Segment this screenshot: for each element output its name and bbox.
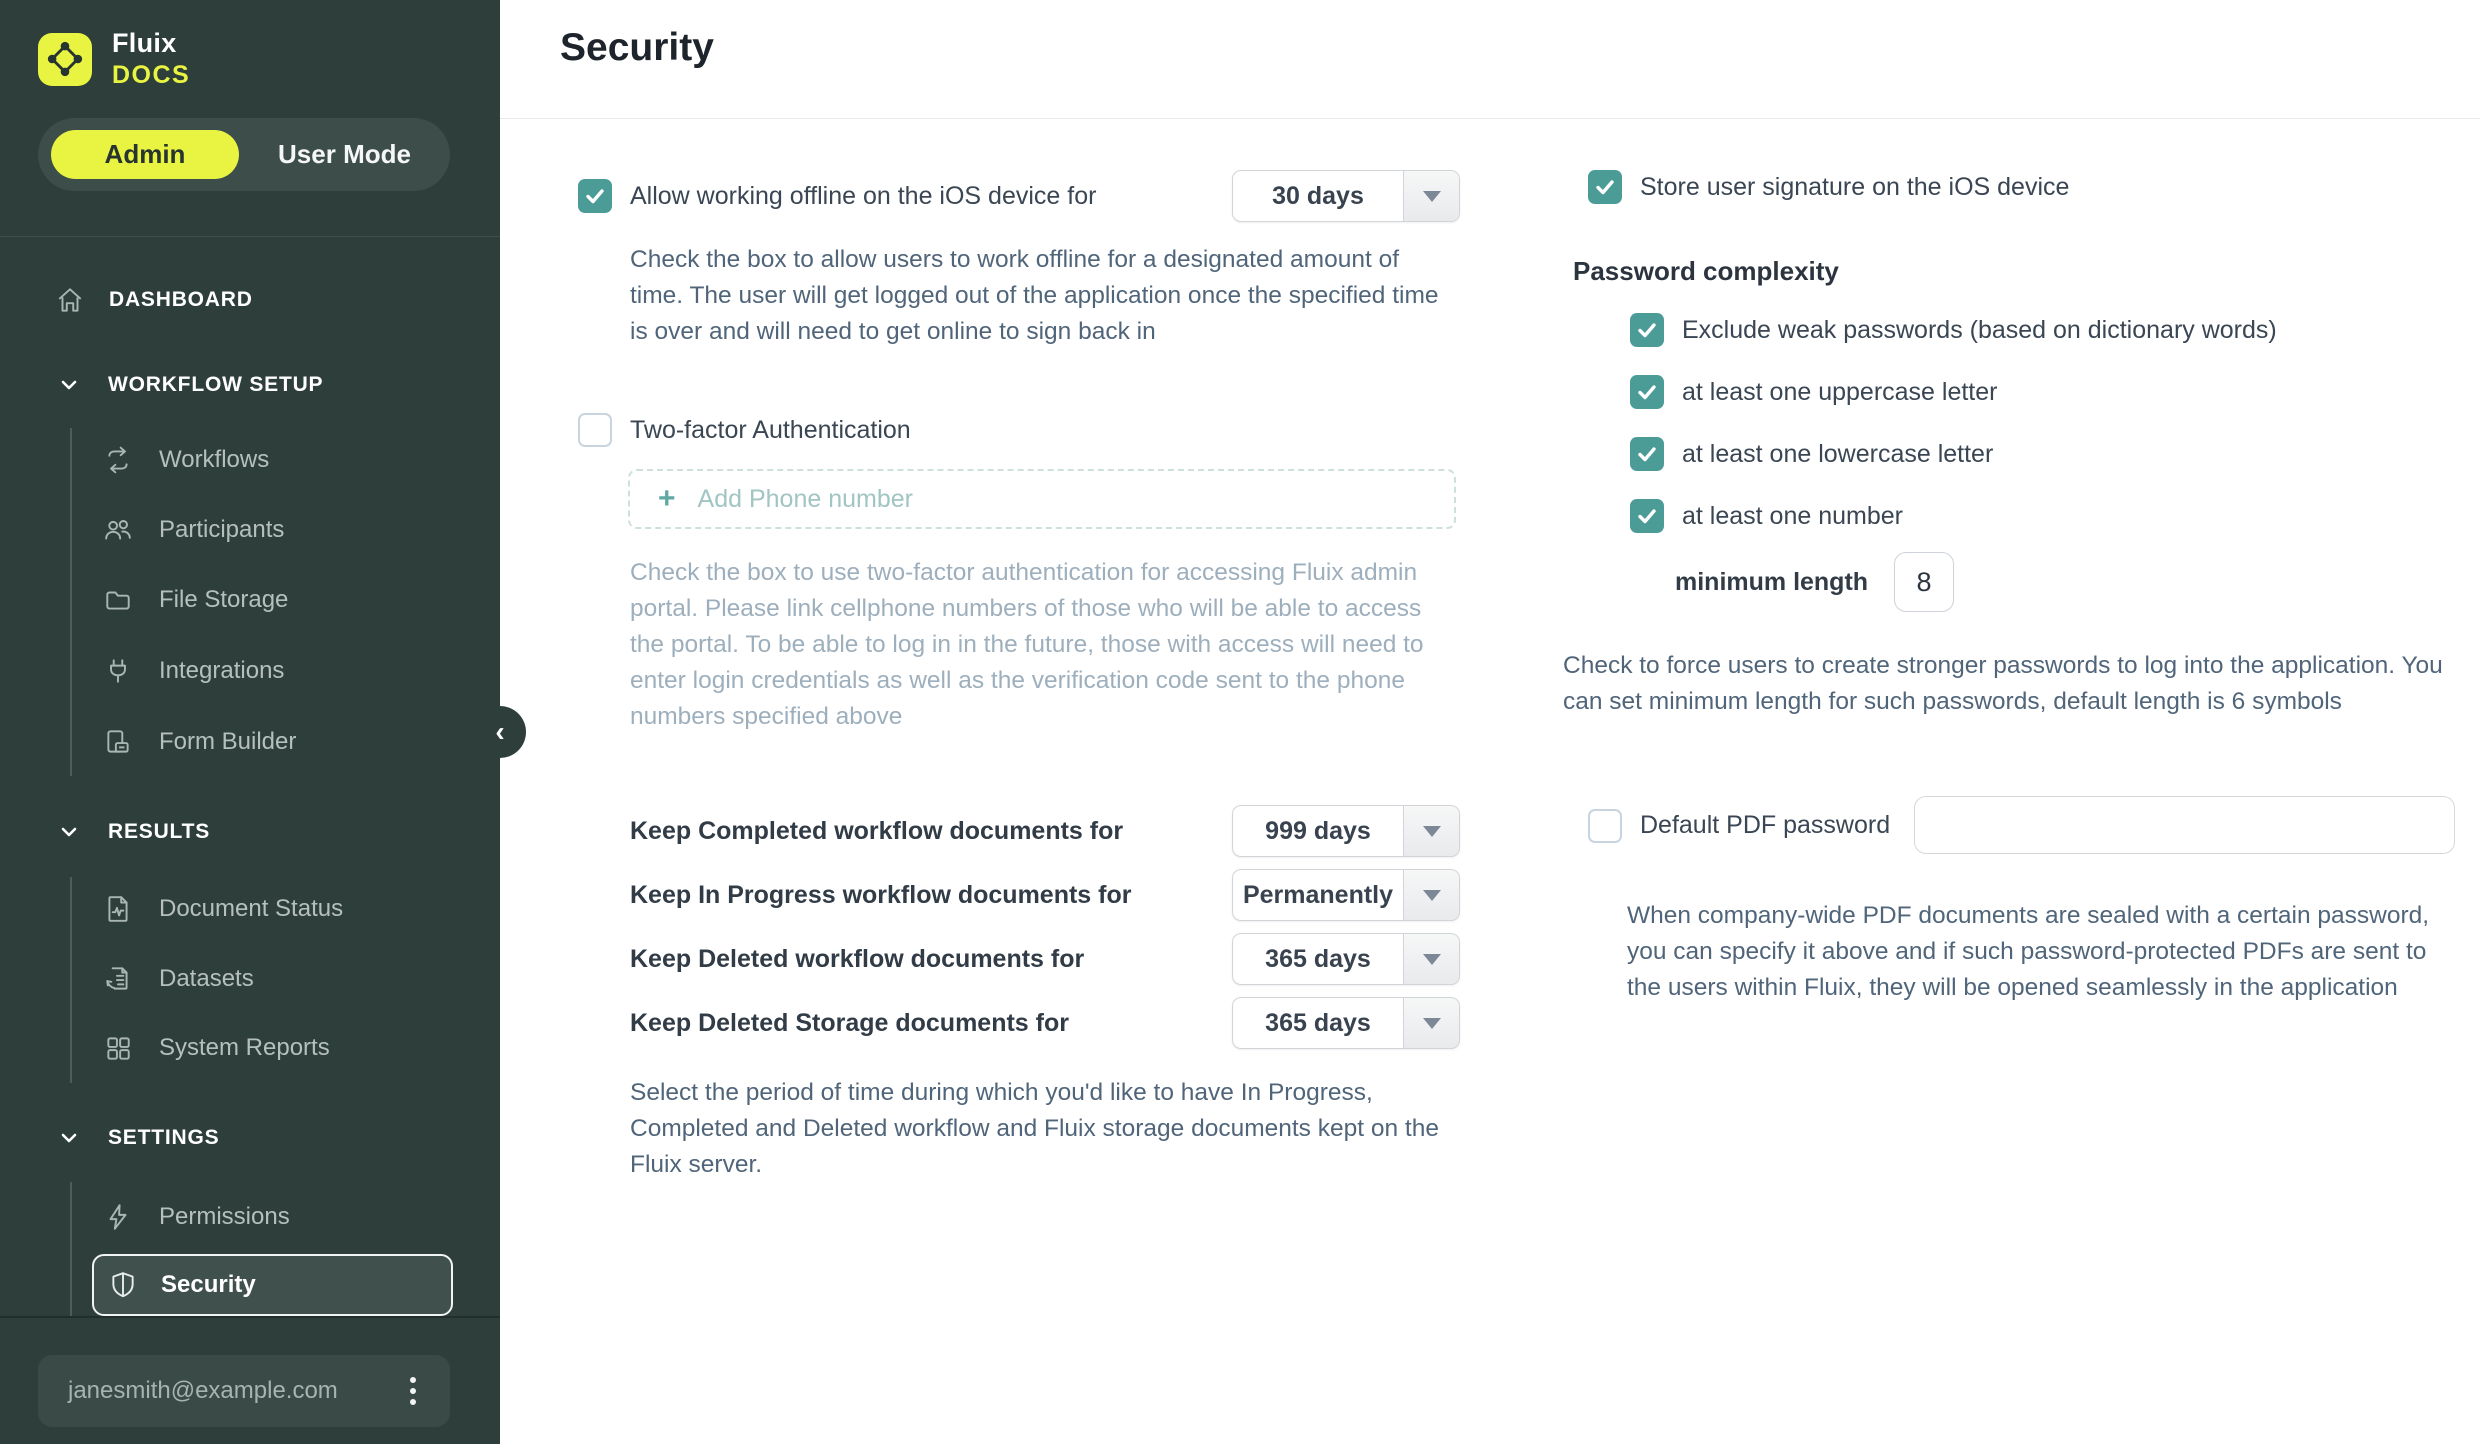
signature-label: Store user signature on the iOS device xyxy=(1640,172,2070,201)
pw-option-weak xyxy=(1563,313,2452,347)
pw-weak-checkbox[interactable] xyxy=(1630,313,1664,347)
lightning-icon xyxy=(103,1202,133,1232)
retention-value: Permanently xyxy=(1242,880,1394,909)
document-status-icon xyxy=(103,894,133,924)
pw-lowercase-checkbox[interactable] xyxy=(1630,437,1664,471)
shield-icon xyxy=(108,1270,138,1300)
pdf-password-label: Default PDF password xyxy=(1640,810,1891,839)
chevron-down-icon xyxy=(57,1126,81,1150)
kebab-menu-icon[interactable] xyxy=(390,1377,436,1405)
sidebar-collapse-button[interactable]: ‹ xyxy=(474,706,526,758)
sidebar-item-participants[interactable] xyxy=(0,495,500,565)
account-email: janesmith@example.com xyxy=(68,1377,338,1404)
signature-checkbox[interactable] xyxy=(1588,170,1622,204)
sidebar-item-integrations[interactable] xyxy=(0,636,500,706)
pw-option-lowercase xyxy=(1563,437,2452,471)
sidebar-item-system-reports[interactable] xyxy=(0,1013,500,1083)
sidebar-section-label: WORKFLOW SETUP xyxy=(108,373,324,396)
pw-option-uppercase xyxy=(1563,375,2452,409)
brand-product: DOCS xyxy=(112,61,191,89)
pw-option-label: at least one number xyxy=(1682,501,1903,530)
pdf-password-setting xyxy=(1563,796,2455,1006)
sidebar-item-label: DASHBOARD xyxy=(109,288,253,311)
retention-row-deleted-storage xyxy=(578,997,1460,1049)
retention-label: Keep Completed workflow documents for xyxy=(630,816,1124,845)
main-content xyxy=(500,0,2480,1444)
brand xyxy=(38,30,190,88)
participants-icon xyxy=(103,515,133,545)
retention-label: Keep In Progress workflow documents for xyxy=(630,880,1132,909)
add-phone-button[interactable] xyxy=(628,469,1456,529)
home-icon xyxy=(55,285,85,315)
sidebar-item-label: Permissions xyxy=(159,1203,290,1230)
brand-name: Fluix xyxy=(112,28,177,58)
sidebar-item-label: Datasets xyxy=(159,965,254,992)
sidebar-section-workflow-setup[interactable] xyxy=(0,355,500,415)
sidebar-item-label: Workflows xyxy=(159,446,270,473)
retention-row-completed xyxy=(578,805,1460,857)
account-pill[interactable] xyxy=(38,1355,450,1427)
sidebar-item-label: Participants xyxy=(159,516,285,543)
minimum-length-label: minimum length xyxy=(1675,567,1869,596)
sidebar-item-label: Integrations xyxy=(159,657,285,684)
folder-icon xyxy=(103,585,133,615)
sidebar-section-label: RESULTS xyxy=(108,820,211,843)
two-factor-checkbox[interactable] xyxy=(578,413,612,447)
dropdown-arrow-icon xyxy=(1403,171,1459,221)
sidebar-item-security[interactable] xyxy=(92,1254,453,1316)
sidebar-item-datasets[interactable] xyxy=(0,944,500,1014)
retention-label: Keep Deleted workflow documents for xyxy=(630,944,1085,973)
sidebar-section-results[interactable] xyxy=(0,802,500,862)
form-builder-icon xyxy=(103,727,133,757)
dropdown-arrow-icon xyxy=(1403,806,1459,856)
dropdown-arrow-icon xyxy=(1403,998,1459,1048)
retention-value: 365 days xyxy=(1265,944,1371,973)
sidebar-item-label: Security xyxy=(161,1271,256,1298)
plus-icon: + xyxy=(658,482,676,515)
sidebar-item-form-builder[interactable] xyxy=(0,707,500,777)
mode-toggle-user[interactable]: User Mode xyxy=(278,139,411,169)
minimum-length-setting xyxy=(1563,552,2452,612)
offline-label: Allow working offline on the iOS device for xyxy=(630,181,1097,210)
sidebar-item-permissions[interactable] xyxy=(0,1182,500,1252)
workflows-icon xyxy=(103,445,133,475)
two-factor-description: Check the box to use two-factor authentication for accessing Fluix admin portal. Please link cellphone numbers of those who will be able to access the portal. To be able to log in in the future, those with access will need to enter login credentials as well as the verification code sent to the phone numbers specified above xyxy=(630,559,1424,730)
offline-duration-value: 30 days xyxy=(1272,181,1364,210)
retention-settings xyxy=(578,805,1460,1183)
offline-checkbox[interactable] xyxy=(578,179,612,213)
dropdown-arrow-icon xyxy=(1403,934,1459,984)
retention-label: Keep Deleted Storage documents for xyxy=(630,1008,1069,1037)
signature-setting xyxy=(1563,170,2452,204)
pw-option-label: at least one uppercase letter xyxy=(1682,377,1998,406)
title-divider xyxy=(500,118,2480,119)
add-phone-label: Add Phone number xyxy=(697,484,913,513)
password-complexity-description: Check to force users to create stronger passwords to log into the application. You can set minimum length for such passwords, default length is 6 symbols xyxy=(1563,652,2443,715)
retention-value: 999 days xyxy=(1265,816,1371,845)
sidebar-section-label: SETTINGS xyxy=(108,1126,220,1149)
chevron-down-icon xyxy=(57,373,81,397)
retention-inprogress-select[interactable] xyxy=(1232,869,1460,921)
offline-setting xyxy=(578,170,1460,350)
sidebar-item-label: Form Builder xyxy=(159,728,297,755)
chevron-down-icon xyxy=(57,820,81,844)
sidebar-item-dashboard[interactable] xyxy=(0,270,500,330)
sidebar-item-label: System Reports xyxy=(159,1034,330,1061)
password-complexity-title: Password complexity xyxy=(1573,256,1839,286)
retention-row-deleted-workflow xyxy=(578,933,1460,985)
retention-description: Select the period of time during which you'd like to have In Progress, Completed and Deleted workflow and Fluix storage documents kept on the Fluix server. xyxy=(630,1079,1439,1178)
mode-toggle-admin[interactable]: Admin xyxy=(51,130,239,179)
sidebar-divider xyxy=(0,236,500,237)
sidebar xyxy=(0,0,500,1444)
password-complexity-options xyxy=(1563,313,2452,561)
retention-value: 365 days xyxy=(1265,1008,1371,1037)
sidebar-section-settings[interactable] xyxy=(0,1108,500,1168)
page-title: Security xyxy=(560,26,714,69)
two-factor-label: Two-factor Authentication xyxy=(630,415,911,444)
dropdown-arrow-icon xyxy=(1403,870,1459,920)
pw-option-label: Exclude weak passwords (based on dictionary words) xyxy=(1682,315,2277,344)
sidebar-item-label: Document Status xyxy=(159,895,344,922)
pw-number-checkbox[interactable] xyxy=(1630,499,1664,533)
minimum-length-input[interactable] xyxy=(1894,552,1954,612)
offline-duration-select[interactable] xyxy=(1232,170,1460,222)
retention-completed-select[interactable] xyxy=(1232,805,1460,857)
pw-option-number xyxy=(1563,499,2452,533)
pdf-password-description: When company-wide PDF documents are sealed with a certain password, you can specify it above and if such password-protected PDFs are sent to the users within Fluix, they will be opened seamlessly in the application xyxy=(1627,902,2430,1001)
sidebar-item-workflows[interactable] xyxy=(0,425,500,495)
fluix-logo-icon xyxy=(38,33,92,86)
sidebar-footer-divider xyxy=(0,1316,500,1318)
retention-deleted-workflow-select[interactable] xyxy=(1232,933,1460,985)
retention-row-inprogress xyxy=(578,869,1460,921)
sidebar-item-label: File Storage xyxy=(159,586,289,613)
sidebar-item-file-storage[interactable] xyxy=(0,565,500,635)
offline-description: Check the box to allow users to work offline for a designated amount of time. The user will get logged out of the application once the specified time is over and will need to get online to sign back in xyxy=(630,246,1439,345)
pdf-password-checkbox[interactable] xyxy=(1588,809,1622,843)
grid-icon xyxy=(103,1033,133,1063)
plug-icon xyxy=(103,656,133,686)
pw-uppercase-checkbox[interactable] xyxy=(1630,375,1664,409)
retention-deleted-storage-select[interactable] xyxy=(1232,997,1460,1049)
mode-toggle[interactable] xyxy=(38,118,450,191)
pdf-password-input[interactable] xyxy=(1914,796,2455,854)
sidebar-item-document-status[interactable] xyxy=(0,874,500,944)
two-factor-setting xyxy=(578,413,1460,735)
pw-option-label: at least one lowercase letter xyxy=(1682,439,1994,468)
datasets-icon xyxy=(103,964,133,994)
